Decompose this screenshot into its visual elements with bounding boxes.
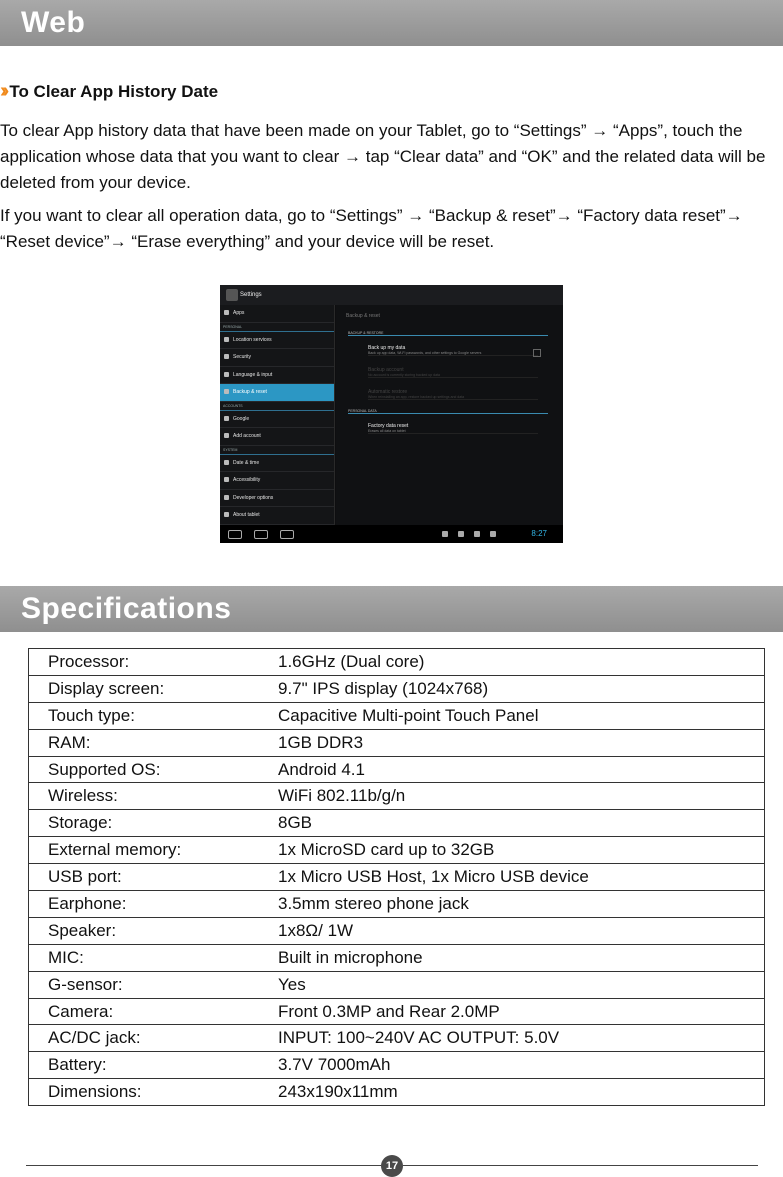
instruction-paragraph-2: If you want to clear all operation data, go to “Settings” → “Backup & reset”→ “Factory data reset”→ “Reset device”→ “Erase everything” and your device will be reset. bbox=[0, 206, 743, 251]
menu-label: Backup & reset bbox=[233, 389, 267, 395]
spec-label: MIC: bbox=[29, 944, 259, 971]
spec-row bbox=[29, 675, 765, 702]
menu-label: Location services bbox=[233, 336, 272, 343]
subheading-text: To Clear App History Date bbox=[9, 81, 219, 101]
menu-item[interactable] bbox=[220, 428, 334, 446]
menu-item[interactable] bbox=[220, 472, 334, 490]
spec-row bbox=[29, 971, 765, 998]
menu-label: SYSTEM bbox=[223, 447, 238, 452]
menu-item[interactable] bbox=[220, 384, 334, 402]
menu-label: About tablet bbox=[233, 512, 260, 518]
backup-pane-title: Backup & reset bbox=[346, 313, 380, 319]
spec-label: Speaker: bbox=[29, 917, 259, 944]
spec-value: 9.7" IPS display (1024x768) bbox=[258, 675, 765, 702]
web-section-banner bbox=[0, 0, 783, 46]
menu-label: Google bbox=[233, 415, 250, 422]
spec-value: INPUT: 100~240V AC OUTPUT: 5.0V bbox=[258, 1025, 765, 1052]
spec-label: AC/DC jack: bbox=[29, 1025, 259, 1052]
menu-label: Language & input bbox=[233, 371, 273, 378]
spec-label: G-sensor: bbox=[29, 971, 259, 998]
option-label: Automatic restore bbox=[368, 389, 408, 395]
menu-item-icon bbox=[224, 337, 229, 342]
spec-value: 8GB bbox=[258, 810, 765, 837]
menu-item[interactable] bbox=[220, 367, 334, 385]
spec-label: Touch type: bbox=[29, 702, 259, 729]
menu-item[interactable] bbox=[220, 305, 334, 323]
menu-label: Add account bbox=[233, 433, 261, 439]
spec-value: 1x MicroSD card up to 32GB bbox=[258, 837, 765, 864]
spec-label: Earphone: bbox=[29, 891, 259, 918]
settings-icon bbox=[226, 289, 238, 301]
option-desc: No account is currently storing backed up data bbox=[368, 373, 440, 377]
spec-row bbox=[29, 702, 765, 729]
spec-label: Battery: bbox=[29, 1052, 259, 1079]
menu-item-icon bbox=[224, 354, 229, 359]
factory-reset-option[interactable] bbox=[368, 423, 538, 434]
menu-label: Date & time bbox=[233, 459, 260, 466]
notification-icon bbox=[442, 531, 448, 537]
option-label: Factory data reset bbox=[368, 423, 409, 429]
menu-label: PERSONAL bbox=[223, 324, 243, 329]
status-clock: 8:27 bbox=[531, 529, 547, 538]
spec-value: Yes bbox=[258, 971, 765, 998]
menu-item[interactable] bbox=[220, 490, 334, 508]
spec-value: 243x190x11mm bbox=[258, 1079, 765, 1106]
menu-item-icon bbox=[224, 433, 229, 438]
menu-label: Accessibility bbox=[233, 477, 261, 483]
menu-item[interactable] bbox=[220, 349, 334, 367]
menu-item[interactable] bbox=[220, 507, 334, 525]
spec-row bbox=[29, 756, 765, 783]
tablet-nav-bar bbox=[220, 525, 563, 543]
spec-value: 1GB DDR3 bbox=[258, 729, 765, 756]
spec-row bbox=[29, 891, 765, 918]
recent-apps-icon[interactable] bbox=[280, 530, 294, 539]
back-icon[interactable] bbox=[228, 530, 242, 539]
option-label: Back up my data bbox=[368, 345, 406, 351]
page-number: 17 bbox=[381, 1155, 403, 1177]
option-desc: Back up app data, Wi-Fi passwords, and other settings to Google servers bbox=[368, 351, 482, 355]
spec-value: Capacitive Multi-point Touch Panel bbox=[258, 702, 765, 729]
auto-restore-option[interactable] bbox=[368, 389, 538, 400]
spec-row bbox=[29, 998, 765, 1025]
personal-data-section: PERSONAL DATA bbox=[348, 409, 548, 414]
spec-row bbox=[29, 783, 765, 810]
instruction-paragraph-1: To clear App history data that have been made on your Tablet, go to “Settings” → “Apps”, touch the application whose data that you want to clear → tap “Clear data” and “OK” and the related data will be deleted from your device. bbox=[0, 121, 766, 192]
usb-icon bbox=[458, 531, 464, 537]
tablet-action-bar bbox=[220, 285, 563, 305]
spec-label: USB port: bbox=[29, 864, 259, 891]
spec-label: Dimensions: bbox=[29, 1079, 259, 1106]
menu-item[interactable] bbox=[220, 455, 334, 473]
spec-label: Supported OS: bbox=[29, 756, 259, 783]
spec-row bbox=[29, 917, 765, 944]
spec-row bbox=[29, 810, 765, 837]
spec-value: 1x Micro USB Host, 1x Micro USB device bbox=[258, 864, 765, 891]
spec-label: Storage: bbox=[29, 810, 259, 837]
spec-value: WiFi 802.11b/g/n bbox=[258, 783, 765, 810]
web-section-title: Web bbox=[21, 6, 86, 39]
android-icon bbox=[474, 531, 480, 537]
spec-label: Wireless: bbox=[29, 783, 259, 810]
menu-item-icon bbox=[224, 389, 229, 394]
home-icon[interactable] bbox=[254, 530, 268, 539]
tablet-settings-menu bbox=[220, 305, 335, 525]
spec-value: Android 4.1 bbox=[258, 756, 765, 783]
menu-section-header bbox=[220, 446, 334, 455]
menu-item-icon bbox=[224, 416, 229, 421]
double-chevron-icon: ›› bbox=[0, 80, 6, 102]
spec-row bbox=[29, 1052, 765, 1079]
option-desc: Erases all data on tablet bbox=[368, 429, 406, 433]
spec-value: 3.7V 7000mAh bbox=[258, 1052, 765, 1079]
menu-label: Developer options bbox=[233, 494, 274, 501]
tablet-settings-screenshot bbox=[220, 285, 563, 543]
spec-row bbox=[29, 944, 765, 971]
backup-checkbox[interactable] bbox=[533, 349, 541, 357]
gallery-icon bbox=[490, 531, 496, 537]
backup-my-data-option[interactable] bbox=[368, 345, 538, 356]
spec-value: Front 0.3MP and Rear 2.0MP bbox=[258, 998, 765, 1025]
spec-value: 1x8Ω/ 1W bbox=[258, 917, 765, 944]
spec-row bbox=[29, 729, 765, 756]
menu-item-icon bbox=[224, 372, 229, 377]
backup-restore-section: BACKUP & RESTORE bbox=[348, 331, 548, 336]
spec-label: Camera: bbox=[29, 998, 259, 1025]
spec-label: RAM: bbox=[29, 729, 259, 756]
menu-item-icon bbox=[224, 460, 229, 465]
footer-rule-left bbox=[26, 1165, 381, 1166]
spec-label: Display screen: bbox=[29, 675, 259, 702]
footer-rule-right bbox=[403, 1165, 758, 1166]
spec-label: Processor: bbox=[29, 649, 259, 676]
spec-row bbox=[29, 837, 765, 864]
subheading bbox=[0, 80, 218, 103]
spec-label: External memory: bbox=[29, 837, 259, 864]
menu-item[interactable] bbox=[220, 332, 334, 350]
spec-value: 3.5mm stereo phone jack bbox=[258, 891, 765, 918]
menu-section-header bbox=[220, 323, 334, 332]
backup-account-option[interactable] bbox=[368, 367, 538, 378]
menu-item-icon bbox=[224, 512, 229, 517]
menu-label: Security bbox=[233, 354, 252, 360]
tablet-app-title: Settings bbox=[240, 292, 262, 298]
menu-item-icon bbox=[224, 495, 229, 500]
spec-table bbox=[28, 648, 765, 1106]
menu-label: ACCOUNTS bbox=[223, 403, 243, 408]
menu-item[interactable] bbox=[220, 411, 334, 429]
option-desc: When reinstalling an app, restore backed up settings and data bbox=[368, 395, 465, 399]
spec-value: Built in microphone bbox=[258, 944, 765, 971]
spec-row bbox=[29, 864, 765, 891]
spec-row bbox=[29, 1079, 765, 1106]
menu-item-icon bbox=[224, 310, 229, 315]
spec-row bbox=[29, 1025, 765, 1052]
menu-section-header bbox=[220, 402, 334, 411]
menu-item-icon bbox=[224, 477, 229, 482]
option-label: Backup account bbox=[368, 367, 404, 373]
spec-value: 1.6GHz (Dual core) bbox=[258, 649, 765, 676]
spec-row bbox=[29, 649, 765, 676]
tablet-backup-pane bbox=[336, 305, 563, 525]
menu-label: Apps bbox=[233, 310, 245, 316]
spec-section-banner bbox=[0, 586, 783, 632]
spec-section-title: Specifications bbox=[21, 592, 232, 625]
